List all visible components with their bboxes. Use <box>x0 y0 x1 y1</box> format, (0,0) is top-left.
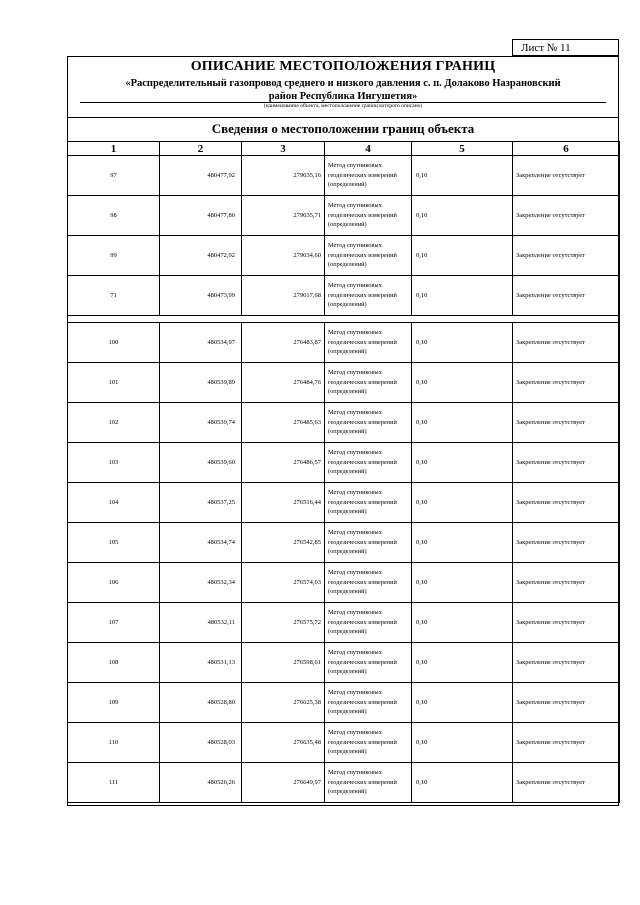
accuracy: 0,10 <box>412 156 513 196</box>
accuracy: 0,10 <box>412 363 513 403</box>
table-body <box>68 156 620 803</box>
y-coordinate: 279035,71 <box>242 196 325 236</box>
point-number: 71 <box>68 276 160 316</box>
accuracy: 0,10 <box>412 523 513 563</box>
section-title: Сведения о местоположении границ объекта <box>211 121 475 136</box>
measurement-method: Метод спутниковых геодезических измерений (определений) <box>325 643 412 683</box>
column-header: 1 <box>68 142 160 156</box>
table-row <box>68 483 620 523</box>
marking-description: Закрепление отсутствует <box>513 403 620 443</box>
measurement-method: Метод спутниковых геодезических измерений (определений) <box>325 236 412 276</box>
x-coordinate: 480537,25 <box>160 483 242 523</box>
measurement-method: Метод спутниковых геодезических измерений (определений) <box>325 483 412 523</box>
y-coordinate: 276649,97 <box>242 763 325 803</box>
x-coordinate: 480532,34 <box>160 563 242 603</box>
accuracy: 0,10 <box>412 563 513 603</box>
point-number: 102 <box>68 403 160 443</box>
accuracy: 0,10 <box>412 403 513 443</box>
table-row <box>68 443 620 483</box>
column-header: 2 <box>160 142 242 156</box>
y-coordinate: 279034,60 <box>242 236 325 276</box>
marking-description: Закрепление отсутствует <box>513 563 620 603</box>
y-coordinate: 276574,03 <box>242 563 325 603</box>
point-number: 101 <box>68 363 160 403</box>
table-header-row <box>68 142 620 156</box>
marking-description: Закрепление отсутствует <box>513 483 620 523</box>
object-name-line-2: район Республика Ингушетия» <box>268 91 418 102</box>
marking-description: Закрепление отсутствует <box>513 643 620 683</box>
x-coordinate: 480477,92 <box>160 156 242 196</box>
point-number: 106 <box>68 563 160 603</box>
x-coordinate: 480531,13 <box>160 643 242 683</box>
marking-description: Закрепление отсутствует <box>513 156 620 196</box>
x-coordinate: 480528,80 <box>160 683 242 723</box>
point-number: 104 <box>68 483 160 523</box>
x-coordinate: 480473,99 <box>160 276 242 316</box>
measurement-method: Метод спутниковых геодезических измерений (определений) <box>325 276 412 316</box>
column-header: 3 <box>242 142 325 156</box>
y-coordinate: 276483,87 <box>242 323 325 363</box>
y-coordinate: 276486,57 <box>242 443 325 483</box>
x-coordinate: 480539,74 <box>160 403 242 443</box>
table-row <box>68 276 620 316</box>
table-row <box>68 523 620 563</box>
marking-description: Закрепление отсутствует <box>513 323 620 363</box>
point-number: 97 <box>68 156 160 196</box>
table-row <box>68 683 620 723</box>
point-number: 103 <box>68 443 160 483</box>
table-row <box>68 403 620 443</box>
measurement-method: Метод спутниковых геодезических измерений (определений) <box>325 603 412 643</box>
point-number: 105 <box>68 523 160 563</box>
measurement-method: Метод спутниковых геодезических измерений (определений) <box>325 323 412 363</box>
x-coordinate: 480477,80 <box>160 196 242 236</box>
x-coordinate: 480534,97 <box>160 323 242 363</box>
table-row <box>68 763 620 803</box>
y-coordinate: 279035,16 <box>242 156 325 196</box>
measurement-method: Метод спутниковых геодезических измерений (определений) <box>325 523 412 563</box>
group-separator-row <box>68 316 620 323</box>
x-coordinate: 480472,92 <box>160 236 242 276</box>
column-header: 4 <box>325 142 412 156</box>
point-number: 98 <box>68 196 160 236</box>
point-number: 100 <box>68 323 160 363</box>
x-coordinate: 480534,74 <box>160 523 242 563</box>
y-coordinate: 276484,76 <box>242 363 325 403</box>
table-row <box>68 563 620 603</box>
y-coordinate: 276598,61 <box>242 643 325 683</box>
marking-description: Закрепление отсутствует <box>513 276 620 316</box>
group-separator-cell <box>68 316 620 323</box>
y-coordinate: 276485,63 <box>242 403 325 443</box>
point-number: 108 <box>68 643 160 683</box>
column-header: 6 <box>513 142 620 156</box>
accuracy: 0,10 <box>412 196 513 236</box>
header-divider <box>67 117 619 118</box>
accuracy: 0,10 <box>412 236 513 276</box>
accuracy: 0,10 <box>412 483 513 523</box>
accuracy: 0,10 <box>412 443 513 483</box>
measurement-method: Метод спутниковых геодезических измерений (определений) <box>325 196 412 236</box>
object-name-line-1: «Распределительный газопровод среднего и низкого давления с. п. Долаково Назрановский <box>125 78 561 89</box>
table-row <box>68 323 620 363</box>
y-coordinate: 276516,44 <box>242 483 325 523</box>
object-name <box>80 77 606 103</box>
accuracy: 0,10 <box>412 643 513 683</box>
x-coordinate: 480526,26 <box>160 763 242 803</box>
accuracy: 0,10 <box>412 683 513 723</box>
marking-description: Закрепление отсутствует <box>513 236 620 276</box>
table-row <box>68 236 620 276</box>
measurement-method: Метод спутниковых геодезических измерений (определений) <box>325 363 412 403</box>
marking-description: Закрепление отсутствует <box>513 196 620 236</box>
measurement-method: Метод спутниковых геодезических измерений (определений) <box>325 403 412 443</box>
y-coordinate: 276625,38 <box>242 683 325 723</box>
point-number: 99 <box>68 236 160 276</box>
measurement-method: Метод спутниковых геодезических измерений (определений) <box>325 683 412 723</box>
measurement-method: Метод спутниковых геодезических измерений (определений) <box>325 443 412 483</box>
y-coordinate: 276542,85 <box>242 523 325 563</box>
table-row <box>68 363 620 403</box>
sheet-number: Лист № 11 <box>512 39 619 56</box>
measurement-method: Метод спутниковых геодезических измерений (определений) <box>325 563 412 603</box>
document-title: ОПИСАНИЕ МЕСТОПОЛОЖЕНИЯ ГРАНИЦ <box>190 59 496 74</box>
marking-description: Закрепление отсутствует <box>513 603 620 643</box>
point-number: 111 <box>68 763 160 803</box>
point-number: 109 <box>68 683 160 723</box>
y-coordinate: 276575,72 <box>242 603 325 643</box>
marking-description: Закрепление отсутствует <box>513 723 620 763</box>
y-coordinate: 279017,68 <box>242 276 325 316</box>
accuracy: 0,10 <box>412 323 513 363</box>
x-coordinate: 480528,03 <box>160 723 242 763</box>
accuracy: 0,10 <box>412 723 513 763</box>
table-row <box>68 156 620 196</box>
marking-description: Закрепление отсутствует <box>513 683 620 723</box>
marking-description: Закрепление отсутствует <box>513 363 620 403</box>
marking-description: Закрепление отсутствует <box>513 763 620 803</box>
y-coordinate: 276635,48 <box>242 723 325 763</box>
column-header: 5 <box>412 142 513 156</box>
coordinates-table <box>67 141 620 803</box>
table-row <box>68 196 620 236</box>
table-row <box>68 723 620 763</box>
marking-description: Закрепление отсутствует <box>513 523 620 563</box>
table-row <box>68 603 620 643</box>
marking-description: Закрепление отсутствует <box>513 443 620 483</box>
point-number: 107 <box>68 603 160 643</box>
accuracy: 0,10 <box>412 276 513 316</box>
accuracy: 0,10 <box>412 763 513 803</box>
x-coordinate: 480532,11 <box>160 603 242 643</box>
x-coordinate: 480539,89 <box>160 363 242 403</box>
accuracy: 0,10 <box>412 603 513 643</box>
measurement-method: Метод спутниковых геодезических измерений (определений) <box>325 156 412 196</box>
object-name-caption: (наименование объекта, местоположение границ которого описано) <box>263 103 423 109</box>
table-row <box>68 643 620 683</box>
measurement-method: Метод спутниковых геодезических измерений (определений) <box>325 723 412 763</box>
measurement-method: Метод спутниковых геодезических измерений (определений) <box>325 763 412 803</box>
x-coordinate: 480539,60 <box>160 443 242 483</box>
point-number: 110 <box>68 723 160 763</box>
